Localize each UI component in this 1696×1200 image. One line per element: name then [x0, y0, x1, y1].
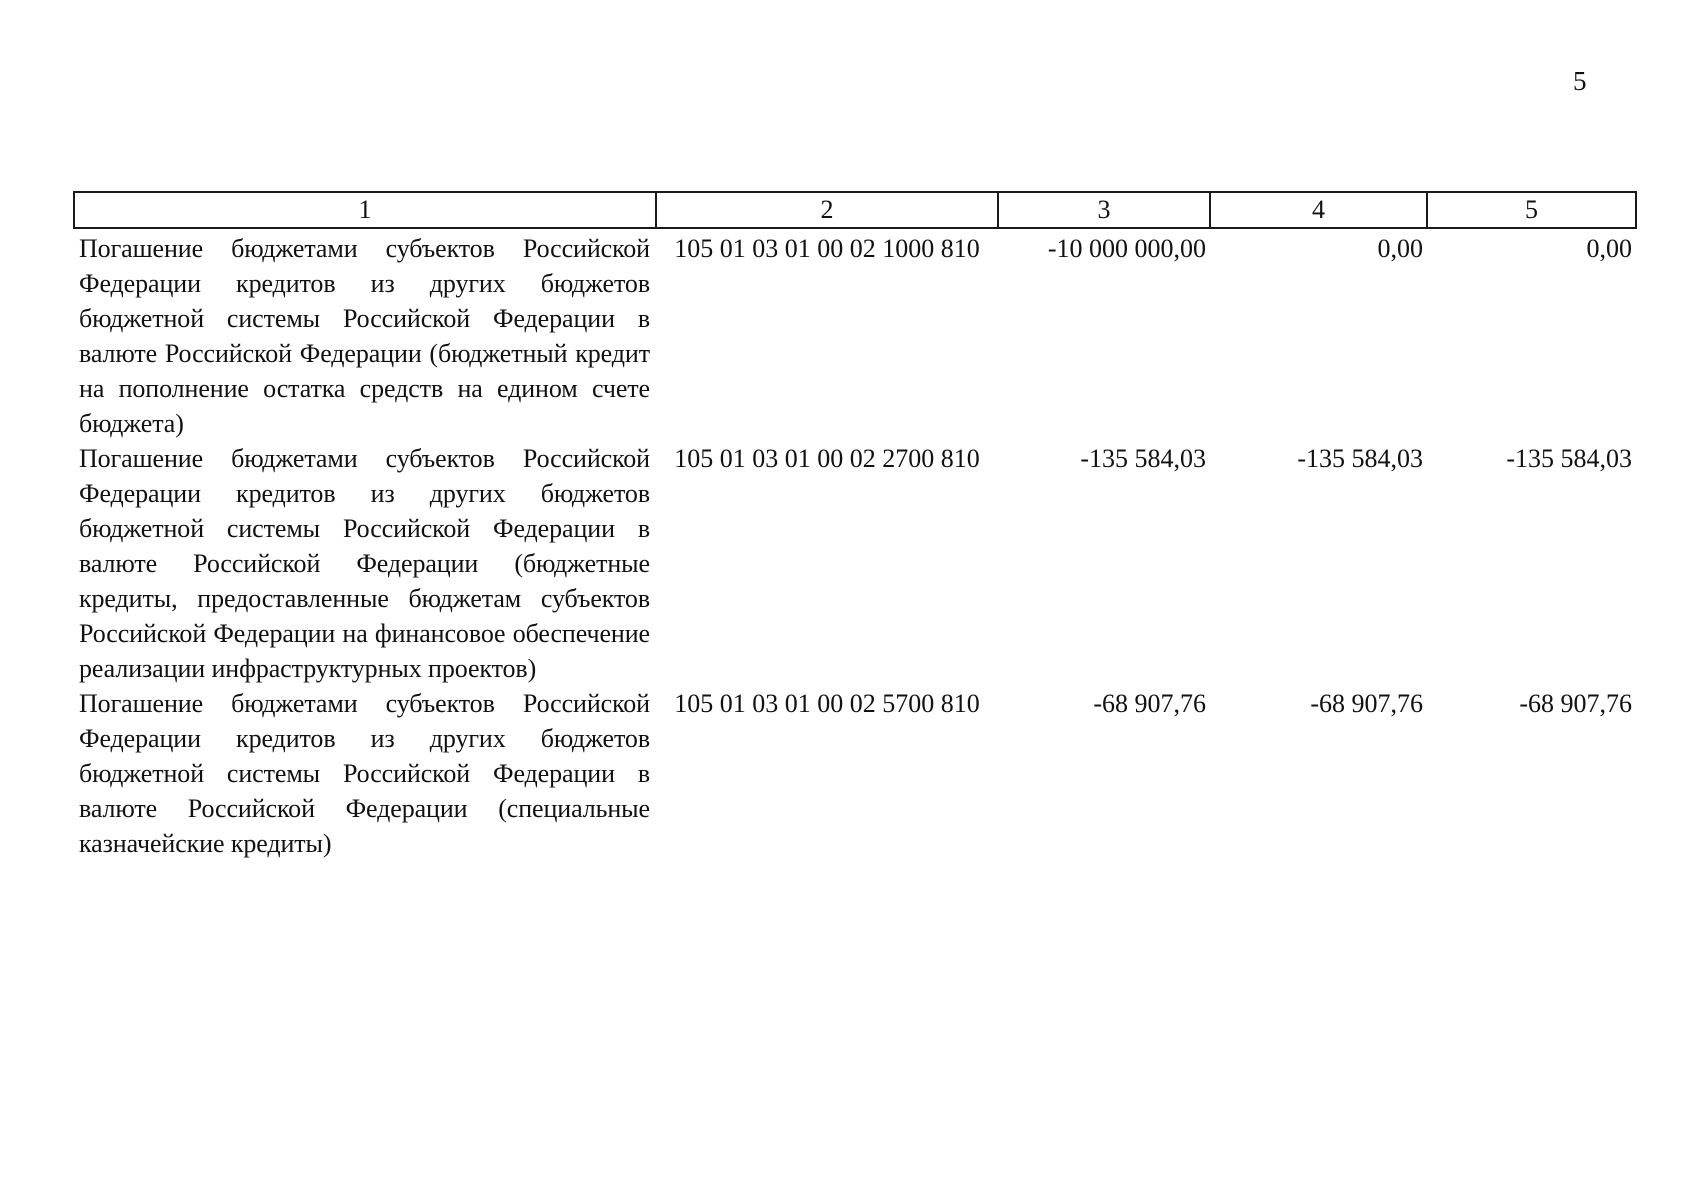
row-col4-value: 0,00	[1377, 234, 1423, 263]
row-col5-value: -135 584,03	[1506, 444, 1632, 473]
table-header-row	[74, 192, 1636, 228]
page-number: 5	[1573, 66, 1587, 96]
row-code: 105 01 03 01 00 02 5700 810	[674, 689, 980, 718]
header-col-4: 4	[1210, 192, 1427, 228]
row-code: 105 01 03 01 00 02 1000 810	[674, 234, 980, 263]
row-description: Погашение бюджетами субъектов Российской Федерации кредитов из других бюджетов бюджетной системы Российской Федерации в валюте Российской Федерации (бюджетные кредиты, предоставленные бюджетам субъектов Российской Федерации на финансовое обеспечение реализации инфраструктурных проектов)	[79, 444, 650, 683]
table-row	[74, 228, 1636, 441]
header-col-1: 1	[74, 192, 656, 228]
header-col-5: 5	[1427, 192, 1636, 228]
table-row	[74, 686, 1636, 861]
row-col5-value: 0,00	[1586, 234, 1632, 263]
row-description: Погашение бюджетами субъектов Российской Федерации кредитов из других бюджетов бюджетной системы Российской Федерации в валюте Российской Федерации (бюджетный кредит на пополнение остатка средств на едином счете бюджета)	[79, 234, 650, 438]
row-description: Погашение бюджетами субъектов Российской Федерации кредитов из других бюджетов бюджетной системы Российской Федерации в валюте Российской Федерации (специальные казначейские кредиты)	[79, 689, 650, 858]
header-col-2: 2	[656, 192, 998, 228]
row-col5-value: -68 907,76	[1519, 689, 1632, 718]
row-code: 105 01 03 01 00 02 2700 810	[674, 444, 980, 473]
row-col3-value: -68 907,76	[1093, 689, 1206, 718]
budget-table	[73, 191, 1637, 861]
header-col-3: 3	[998, 192, 1210, 228]
row-col4-value: -135 584,03	[1297, 444, 1423, 473]
row-col3-value: -10 000 000,00	[1047, 234, 1206, 263]
row-col4-value: -68 907,76	[1310, 689, 1423, 718]
table-row	[74, 441, 1636, 686]
row-col3-value: -135 584,03	[1080, 444, 1206, 473]
